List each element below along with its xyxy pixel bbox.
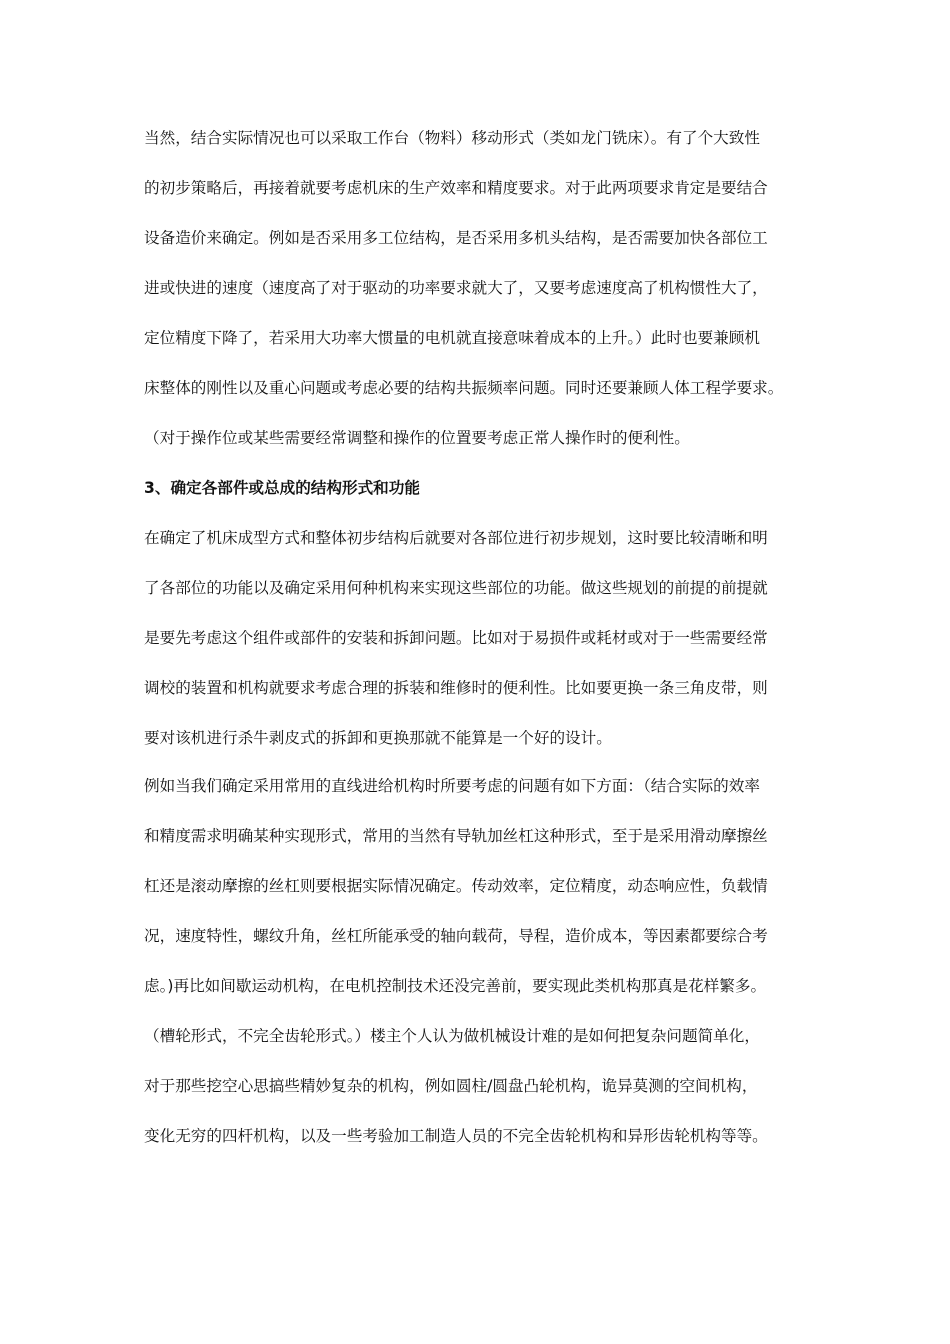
text-line: 定位精度下降了，若采用大功率大惯量的电机就直接意味着成本的上升。）此时也要兼顾机 bbox=[144, 329, 760, 347]
text-line: 要对该机进行杀牛剥皮式的拆卸和更换那就不能算是一个好的设计。 bbox=[144, 729, 612, 747]
text-line: 当然，结合实际情况也可以采取工作台（物料）移动形式（类如龙门铣床）。有了个大致性 bbox=[144, 129, 760, 147]
text-line: 的初步策略后，再接着就要考虑机床的生产效率和精度要求。对于此两项要求肯定是要结合 bbox=[144, 179, 768, 197]
text-line: 杠还是滚动摩擦的丝杠则要根据实际情况确定。传动效率，定位精度，动态响应性，负载情 bbox=[144, 877, 768, 895]
text-line: 是要先考虑这个组件或部件的安装和拆卸问题。比如对于易损件或耗材或对于一些需要经常 bbox=[144, 629, 768, 647]
text-line: （对于操作位或某些需要经常调整和操作的位置要考虑正常人操作时的便利性。 bbox=[144, 429, 690, 447]
text-line: 虑。)再比如间歇运动机构，在电机控制技术还没完善前，要实现此类机构那真是花样繁多。 bbox=[144, 977, 767, 995]
text-line: 对于那些挖空心思搞些精妙复杂的机构，例如圆柱/圆盘凸轮机构，诡异莫测的空间机构， bbox=[144, 1077, 758, 1095]
text-line: 变化无穷的四杆机构，以及一些考验加工制造人员的不完全齿轮机构和异形齿轮机构等等。 bbox=[144, 1127, 768, 1145]
text-line: 调校的装置和机构就要求考虑合理的拆装和维修时的便利性。比如要更换一条三角皮带，则 bbox=[144, 679, 768, 697]
text-line: 设备造价来确定。例如是否采用多工位结构，是否采用多机头结构，是否需要加快各部位工 bbox=[144, 229, 768, 247]
text-line: 例如当我们确定采用常用的直线进给机构时所要考虑的问题有如下方面：（结合实际的效率 bbox=[144, 777, 760, 795]
section-heading: 3、确定各部件或总成的结构形式和功能 bbox=[144, 479, 420, 497]
text-line: 在确定了机床成型方式和整体初步结构后就要对各部位进行初步规划，这时要比较清晰和明 bbox=[144, 529, 768, 547]
text-line: 床整体的刚性以及重心问题或考虑必要的结构共振频率问题。同时还要兼顾人体工程学要求。 bbox=[144, 379, 784, 397]
text-line: 了各部位的功能以及确定采用何种机构来实现这些部位的功能。做这些规划的前提的前提就 bbox=[144, 579, 768, 597]
text-line: 和精度需求明确某种实现形式，常用的当然有导轨加丝杠这种形式，至于是采用滑动摩擦丝 bbox=[144, 827, 768, 845]
text-line: （槽轮形式，不完全齿轮形式。）楼主个人认为做机械设计难的是如何把复杂问题简单化， bbox=[144, 1027, 760, 1045]
text-line: 进或快进的速度（速度高了对于驱动的功率要求就大了，又要考虑速度高了机构惯性大了， bbox=[144, 279, 768, 297]
text-line: 况，速度特性，螺纹升角，丝杠所能承受的轴向载荷，导程，造价成本，等因素都要综合考 bbox=[144, 927, 768, 945]
